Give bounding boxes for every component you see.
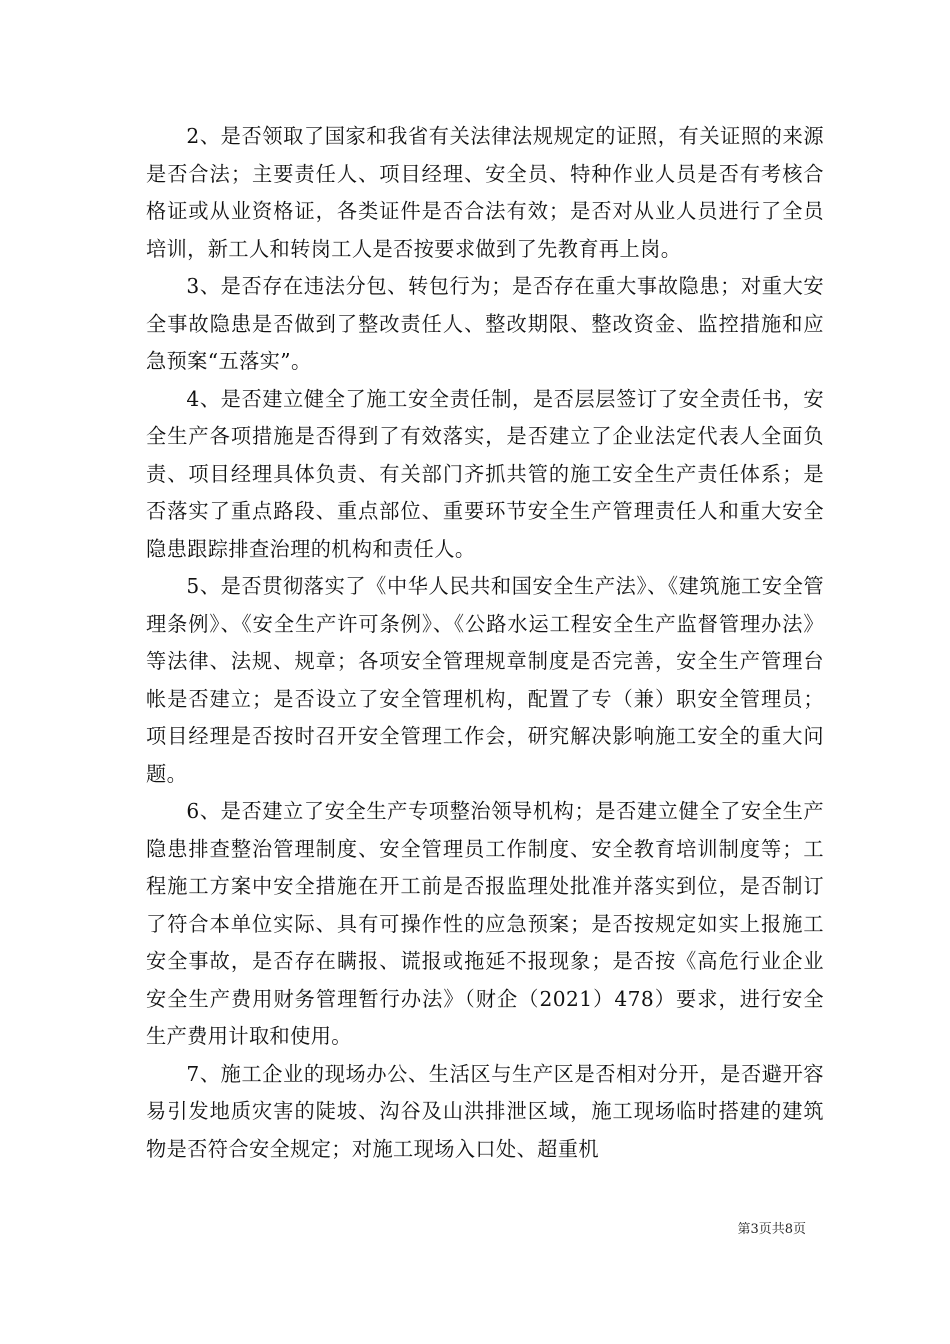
page-number-footer: 第3页共8页 bbox=[737, 1222, 806, 1237]
paragraph-item-2: 2、是否领取了国家和我省有关法律法规规定的证照，有关证照的来源是否合法；主要责任人、项目经理、安全员、特种作业人员是否有考核合格证或从业资格证，各类证件是否合法有效；是否对从业人员进行了全员培训，新工人和转岗工人是否按要求做到了先教育再上岗。 bbox=[146, 124, 824, 261]
paragraph-item-5: 5、是否贯彻落实了《中华人民共和国安全生产法》、《建筑施工安全管理条例》、《安全生产许可条例》、《公路水运工程安全生产监督管理办法》等法律、法规、规章；各项安全管理规章制度是否完善，安全生产管理台帐是否建立；是否设立了安全管理机构，配置了专（兼）职安全管理员；项目经理是否按时召开安全管理工作会，研究解决影响施工安全的重大问题。 bbox=[146, 574, 824, 786]
paragraph-item-3: 3、是否存在违法分包、转包行为；是否存在重大事故隐患；对重大安全事故隐患是否做到了整改责任人、整改期限、整改资金、监控措施和应急预案“五落实”。 bbox=[146, 274, 824, 373]
paragraph-item-6: 6、是否建立了安全生产专项整治领导机构；是否建立健全了安全生产隐患排查整治管理制度、安全管理员工作制度、安全教育培训制度等；工程施工方案中安全措施在开工前是否报监理处批准并落实到位，是否制订了符合本单位实际、具有可操作性的应急预案；是否按规定如实上报施工安全事故，是否存在瞒报、谎报或拖延不报现象；是否按《高危行业企业安全生产费用财务管理暂行办法》（财企（2021）478）要求，进行安全生产费用计取和使用。 bbox=[146, 799, 824, 1048]
paragraph-item-4: 4、是否建立健全了施工安全责任制，是否层层签订了安全责任书，安全生产各项措施是否得到了有效落实，是否建立了企业法定代表人全面负责、项目经理具体负责、有关部门齐抓共管的施工安全生产责任体系；是否落实了重点路段、重点部位、重要环节安全生产管理责任人和重大安全隐患跟踪排查治理的机构和责任人。 bbox=[146, 386, 824, 561]
document-body bbox=[146, 118, 824, 1168]
paragraph-item-7: 7、施工企业的现场办公、生活区与生产区是否相对分开，是否避开容易引发地质灾害的陡坡、沟谷及山洪排泄区域，施工现场临时搭建的建筑物是否符合安全规定；对施工现场入口处、超重机 bbox=[146, 1061, 824, 1161]
